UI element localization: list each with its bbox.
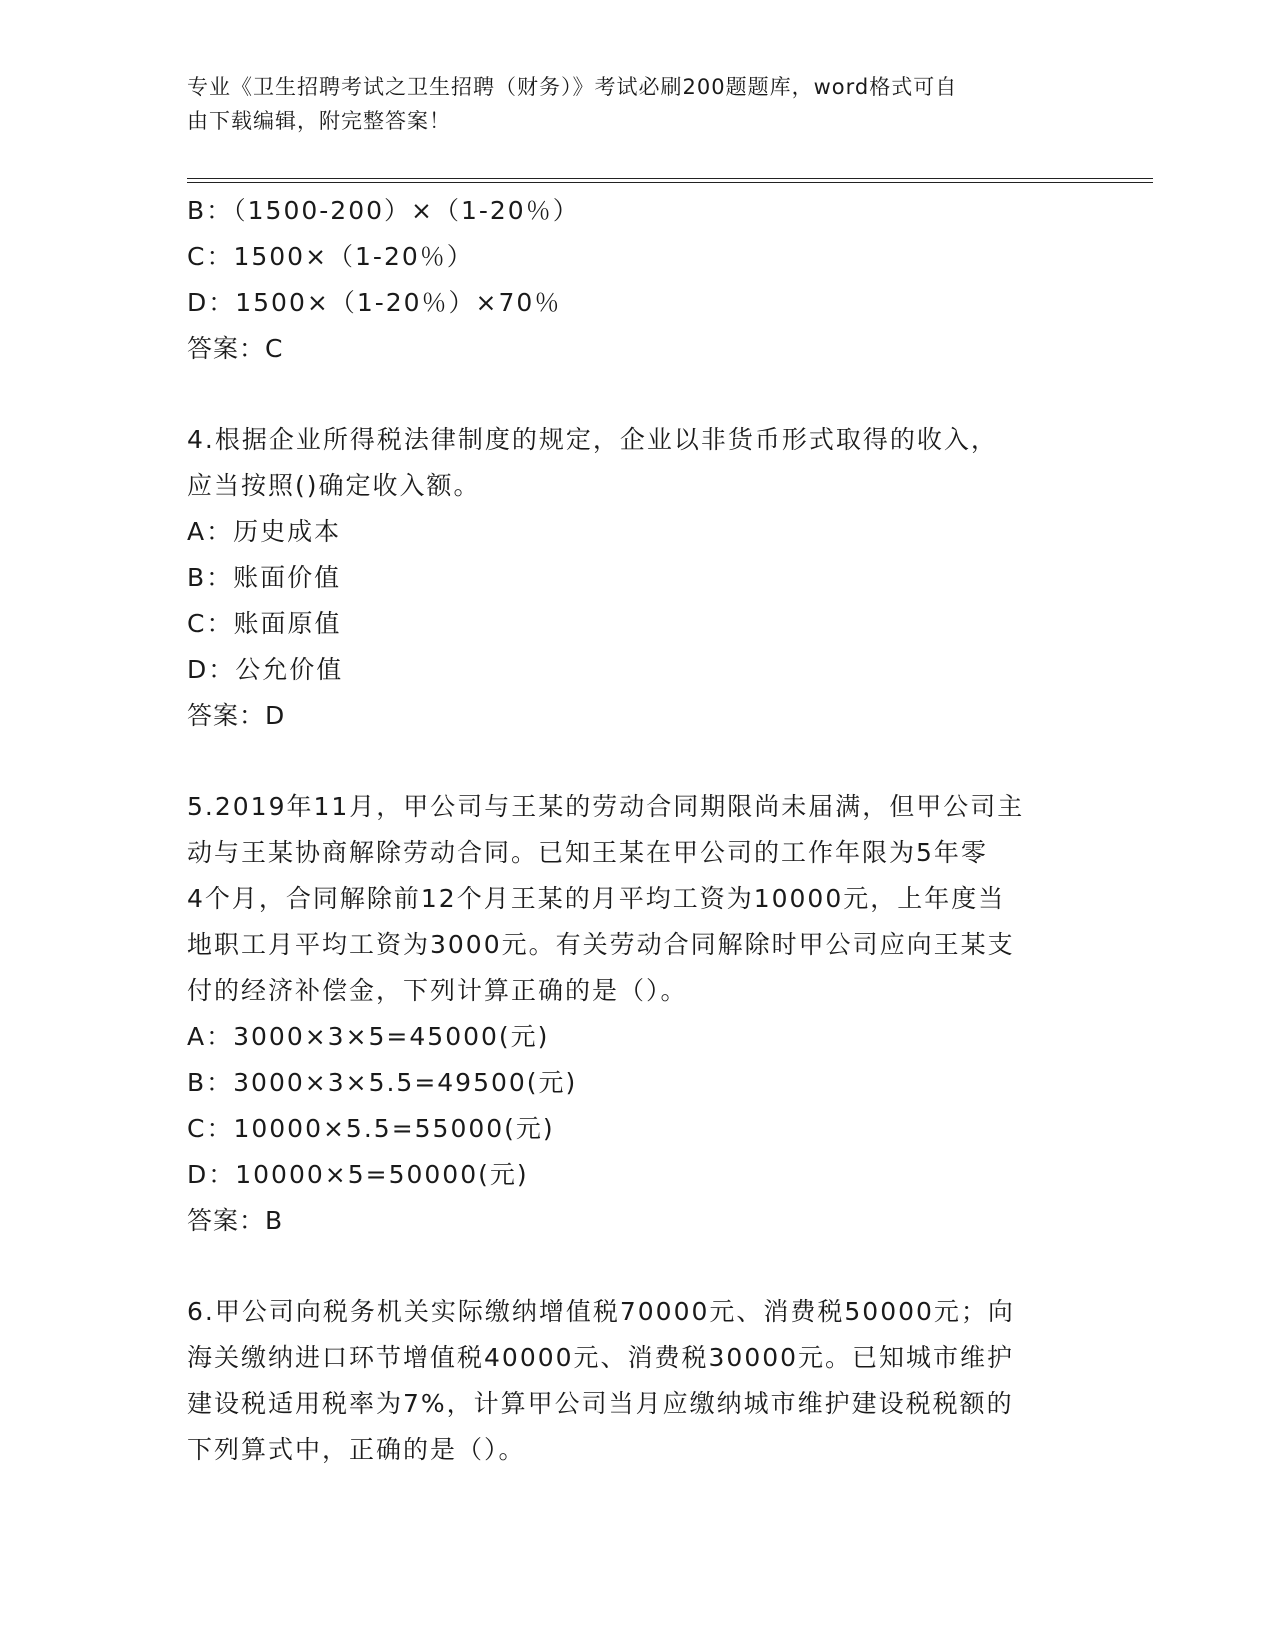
question-6 [187,1289,1087,1473]
option-d: D：公允价值 [187,655,344,684]
header-line-1: 专业《卫生招聘考试之卫生招聘（财务）》考试必刷200题题库，word格式可自 [187,75,958,99]
answer: 答案：B [187,1206,284,1235]
document-body [187,188,1087,1473]
option-d: D：10000×5=50000(元) [187,1160,529,1189]
question-stem-line: 付的经济补偿金，下列计算正确的是（）。 [187,976,688,1005]
option-a: A：历史成本 [187,517,342,546]
question-stem-line: 4个月，合同解除前12个月王某的月平均工资为10000元，上年度当 [187,884,1006,913]
question-stem-line: 海关缴纳进口环节增值税40000元、消费税30000元。已知城市维护 [187,1343,1015,1372]
header-line-2: 由下载编辑，附完整答案！ [187,109,451,133]
option-c: C：10000×5.5=55000(元) [187,1114,555,1143]
option-c: C：账面原值 [187,609,342,638]
question-stem-line: 动与王某协商解除劳动合同。已知王某在甲公司的工作年限为5年零 [187,838,988,867]
document-header [187,70,1067,138]
option-c: C：1500×（1-20％） [187,242,474,271]
question-3-tail [187,188,1087,372]
question-stem-line: 建设税适用税率为7%，计算甲公司当月应缴纳城市维护建设税税额的 [187,1389,1014,1418]
question-stem-line: 5.2019年11月，甲公司与王某的劳动合同期限尚未届满，但甲公司主 [187,792,1025,821]
question-stem-line: 6.甲公司向税务机关实际缴纳增值税70000元、消费税50000元；向 [187,1297,1015,1326]
header-rule-top [187,178,1153,179]
question-stem-line: 4.根据企业所得税法律制度的规定，企业以非货币形式取得的收入， [187,425,998,454]
header-rule-bottom [187,182,1153,183]
question-stem-line: 地职工月平均工资为3000元。有关劳动合同解除时甲公司应向王某支 [187,930,1015,959]
option-b: B：（1500-200）×（1-20％） [187,196,580,225]
question-stem-line: 下列算式中，正确的是（）。 [187,1435,526,1464]
option-b: B：账面价值 [187,563,342,592]
option-b: B：3000×3×5.5=49500(元) [187,1068,578,1097]
option-d: D：1500×（1-20％）×70％ [187,288,562,317]
question-stem-line: 应当按照()确定收入额。 [187,471,481,500]
option-a: A：3000×3×5=45000(元) [187,1022,550,1051]
answer: 答案：D [187,701,286,730]
question-4 [187,417,1087,739]
answer: 答案：C [187,334,284,363]
question-5 [187,784,1087,1244]
